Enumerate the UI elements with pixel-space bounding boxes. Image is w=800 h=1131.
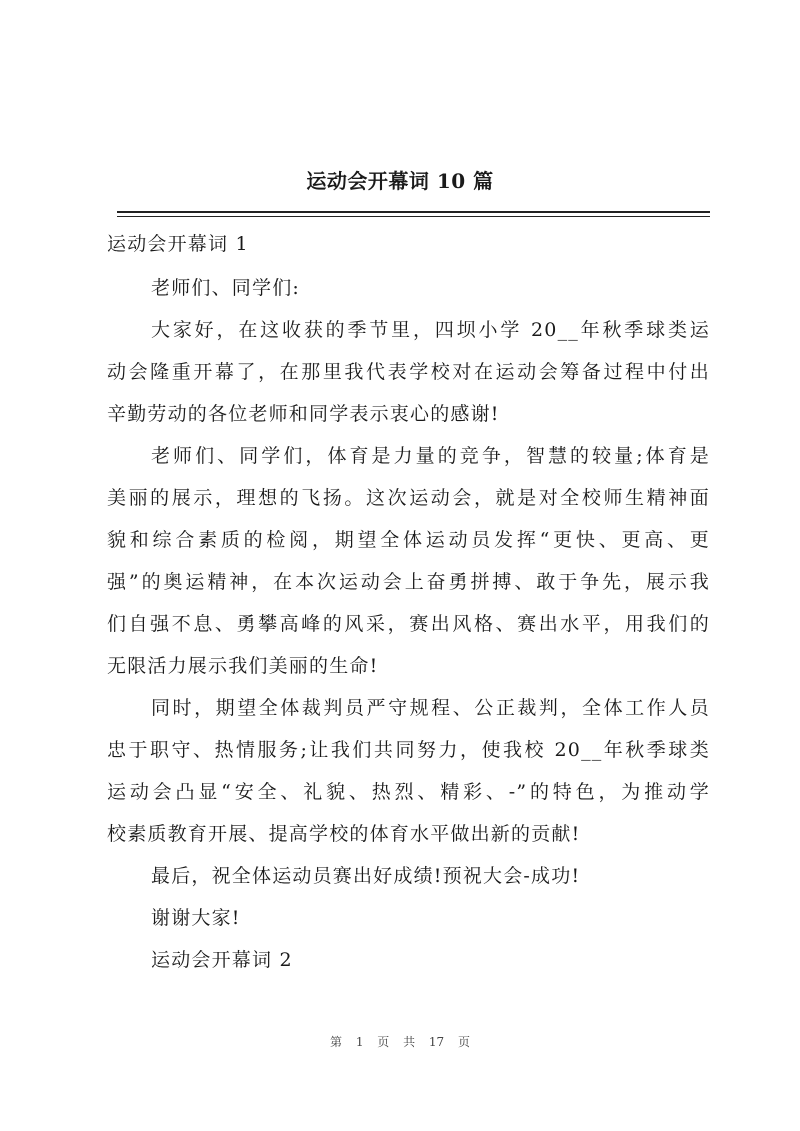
paragraph-line: 强”的奥运精神，在本次运动会上奋勇拼搏、敢于争先，展示我 [107, 571, 710, 593]
paragraph-line: 谢谢大家! [151, 907, 241, 929]
page-footer: 第 1 页 共 17 页 [330, 1035, 470, 1049]
paragraph-line: 们自强不息、勇攀高峰的风采，赛出风格、赛出水平，用我们的 [107, 613, 710, 635]
paragraph-line: 校素质教育开展、提高学校的体育水平做出新的贡献! [107, 823, 581, 845]
paragraph-line: 忠于职守、热情服务;让我们共同努力，使我校 20__年秋季球类 [107, 739, 710, 761]
paragraph-line: 无限活力展示我们美丽的生命! [107, 655, 379, 677]
paragraph-line: 大家好，在这收获的季节里，四坝小学 20__年秋季球类运 [151, 319, 710, 341]
paragraph-line: 最后，祝全体运动员赛出好成绩!预祝大会-成功! [151, 865, 581, 887]
section-heading: 运动会开幕词 1 [107, 233, 249, 255]
paragraph-line: 运动会凸显“安全、礼貌、热烈、精彩、-”的特色，为推动学 [107, 781, 710, 803]
paragraph-line: 貌和综合素质的检阅，期望全体运动员发挥“更快、更高、更 [107, 529, 710, 551]
title-rule-thick [117, 211, 710, 213]
greeting-line: 老师们、同学们: [151, 277, 301, 299]
paragraph-line: 美丽的展示，理想的飞扬。这次运动会，就是对全校师生精神面 [107, 487, 710, 509]
title-rule-thin [117, 216, 710, 217]
paragraph-line: 动会隆重开幕了，在那里我代表学校对在运动会筹备过程中付出 [107, 361, 710, 383]
document-title: 运动会开幕词 10 篇 [306, 169, 494, 193]
section-heading: 运动会开幕词 2 [151, 949, 293, 971]
paragraph-line: 老师们、同学们，体育是力量的竞争，智慧的较量;体育是 [151, 445, 710, 467]
paragraph-line: 辛勤劳动的各位老师和同学表示衷心的感谢! [107, 403, 500, 425]
paragraph-line: 同时，期望全体裁判员严守规程、公正裁判，全体工作人员 [151, 697, 710, 719]
